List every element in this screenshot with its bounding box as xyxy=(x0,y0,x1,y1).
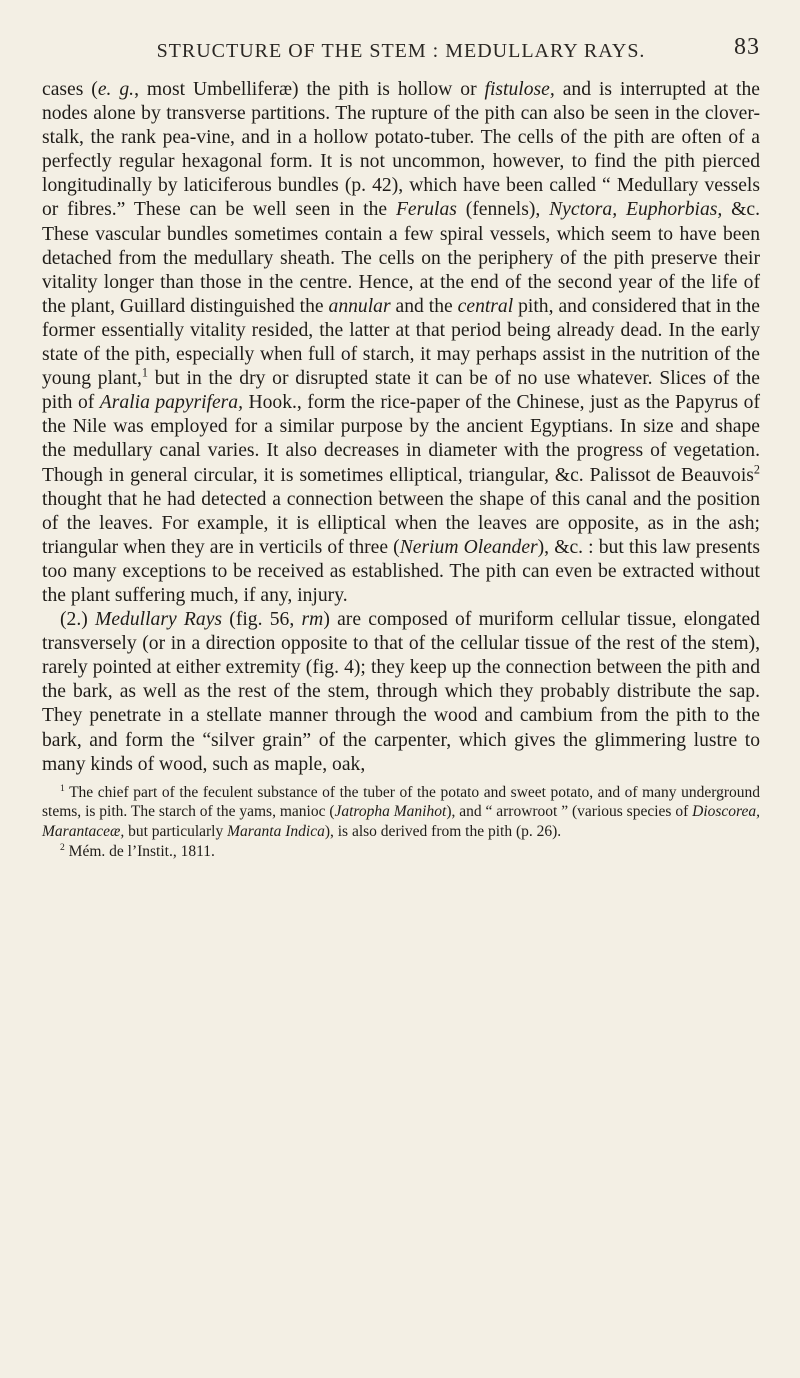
text-run: ) are composed of muriform cellular tissue, elongated transversely (or in a direction opposite to that of the cellular tissue of the rest of the stem), rarely pointed at either extremity (fig. 4); they keep up the connection between the pith and the bark, as well as the rest of the stem, through which they probably distribute the sap. They penetrate in a stellate manner through the wood and cambium from the pith to the bark, and form the “silver grain” of the carpenter, which gives the glimmering lustre to many kinds of wood, such as maple, oak, xyxy=(42,609,760,775)
text-run: (2.) xyxy=(60,609,96,631)
italic-text: central xyxy=(457,295,514,317)
italic-text: Nerium Oleander xyxy=(399,536,538,558)
text-run: Hook., form the rice-paper of the Chinese, just as the Papyrus of the Nile was employed for a similar purpose by the ancient Egyptians. In size and shape the medullary canal varies. It also decreases in diameter with the progress of vegetation. Though in general circular, it is sometimes elliptical, triangular, &c. Palissot de Beauvois xyxy=(42,392,760,486)
italic-text: rm xyxy=(301,609,324,631)
text-run: &c. These vascular bundles sometimes contain a few spiral vessels, which seem to have been detached from the medullary sheath. The cells on the periphery of the pith preserve their vitality longer than those in the centre. Hence, at the end of the second year of the life of the plant, Guillard distinguished the xyxy=(42,199,761,317)
italic-text: Aralia papyrifera, xyxy=(99,392,243,414)
text-run: Mém. de l’Instit., 1811. xyxy=(64,842,215,860)
text-run: , most Umbelliferæ) the pith is hollow or xyxy=(134,79,485,100)
italic-text: Dioscorea, Marantaceæ, xyxy=(42,803,760,840)
italic-text: e. g. xyxy=(97,79,135,100)
text-run: and the xyxy=(390,295,458,317)
text-run: ), &c. : but this law presents too many exceptions to be received as established. The pith can even be extracted without the plant suffering much, if any, injury. xyxy=(42,536,761,606)
page-number: 83 xyxy=(734,34,760,60)
footnote-marker: 1 xyxy=(141,365,148,380)
footnote-marker: 1 xyxy=(60,782,65,794)
italic-text: Medullary Rays xyxy=(95,609,223,631)
text-run: pith, and considered that in the former essentially vitality resided, the latter at that period being already dead. In the early state of the pith, especially when full of starch, it may perhaps assist in the nutrition of the young plant, xyxy=(42,295,760,390)
italic-text: Maranta Indica xyxy=(227,822,325,840)
text-run: ), is also derived from the pith (p. 26). xyxy=(324,822,562,840)
paragraph-medullary-rays xyxy=(42,608,760,777)
italic-text: Jatropha Manihot xyxy=(334,803,447,821)
text-run: cases ( xyxy=(42,79,98,100)
footnote-marker: 2 xyxy=(753,461,760,476)
text-run: The chief part of the feculent substance of the tuber of the potato and sweet potato, and of many underground stems, is pith. The starch of the yams, manioc ( xyxy=(42,783,760,821)
body-text xyxy=(42,78,760,777)
text-run: (fig. 56, xyxy=(222,609,302,631)
italic-text: Nyctora, Euphorbias, xyxy=(549,199,723,221)
text-run: thought that he had detected a connection between the shape of this canal and the position of the leaves. For example, it is elliptical when the leaves are opposite, as in the ash; triangular when they are in verticils of three ( xyxy=(42,488,760,558)
text-run: and is interrupted at the nodes alone by transverse partitions. The rupture of the pith can also be seen in the clover-stalk, the rank pea-vine, and in a hollow potato-tuber. The cells of the pith are often of a perfectly regular hexagonal form. It is not uncommon, however, to find the pith pierced longitudinally by laticiferous bundles (p. 42), which have been called “ Medullary vessels or fibres.” These can be well seen in the xyxy=(42,79,760,221)
text-run: (fennels), xyxy=(456,199,550,221)
italic-text: annular xyxy=(328,295,391,317)
paragraph-pith xyxy=(42,78,760,608)
footnote-2 xyxy=(42,842,760,862)
italic-text: Ferulas xyxy=(395,199,457,221)
footnote-marker: 2 xyxy=(60,841,65,853)
footnotes xyxy=(42,783,760,861)
footnote-1 xyxy=(42,783,760,842)
text-run: but particularly xyxy=(124,822,228,840)
text-run: but in the dry or disrupted state it can be of no use whatever. Slices of the pith of xyxy=(42,368,760,414)
text-run: ), and “ arrowroot ” (various species of xyxy=(446,803,693,821)
italic-text: fistulose, xyxy=(484,79,555,100)
running-head xyxy=(42,0,760,78)
running-title: STRUCTURE OF THE STEM : MEDULLARY RAYS. xyxy=(156,40,646,62)
